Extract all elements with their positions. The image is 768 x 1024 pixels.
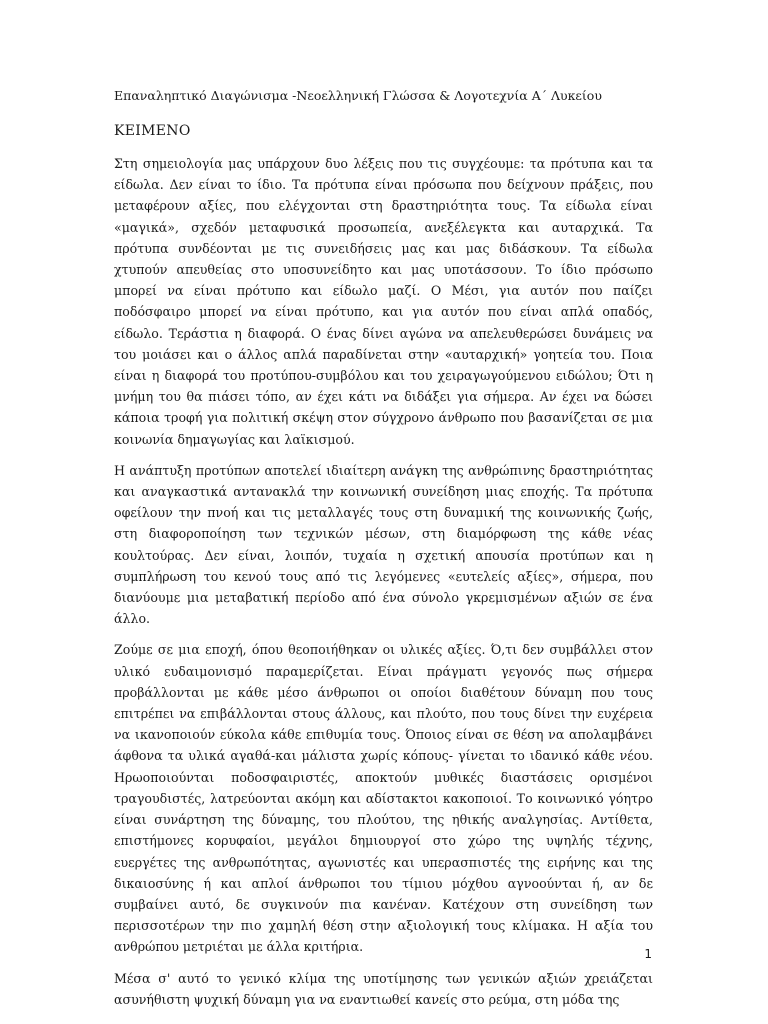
paragraph-3: Ζούμε σε μια εποχή, όπου θεοποιήθηκαν οι υλικές αξίες. Ό,τι δεν συμβάλλει στον υλικό ευδαιμονισμό παραμερίζεται. Είναι πράγματι γεγονός πως σήμερα προβάλλονται με κάθε μέσο άνθρωποι οι οποίοι διαθέτουν δύναμη που τους επιτρέπει να επιβάλλονται στους άλλους, και πλούτο, που τους δίνει την ευχέρεια να ικανοποιούν εύκολα κάθε επιθυμία τους. Όποιος είναι σε θέση να απολαμβάνει άφθονα τα υλικά αγαθά-και μάλιστα χωρίς κόπους- γίνεται το ιδανικό κάθε νέου. Ηρωοποιούνται ποδοσφαιριστές, αποκτούν μυθικές διαστάσεις ορισμένοι τραγουδιστές, λατρεύονται ακόμη και αδίστακτοι κακοποιοί. Το κοινωνικό γόητρο είναι συνάρτηση της δύναμης, του πλούτου, της ηθικής αναλγησίας. Αντίθετα, επιστήμονες κορυφαίοι, μεγάλοι δημιουργοί στο χώρο της υψηλής τέχνης, ευεργέτες της ανθρωπότητας, αγωνιστές και υπερασπιστές της ειρήνης και της δικαιοσύνης ή και απλοί άνθρωποι του τίμιου μόχθου αγνοούνται ή, αν δε συμβαίνει αυτό, δε συγκινούν πια κανέναν. Κατέχουν στη συνείδηση των περισσοτέρων την πιο χαμηλή θέση στην αξιολογική τους κλίμακα. Η αξία του ανθρώπου μετριέται με άλλα κριτήρια.: [114, 642, 653, 955]
paragraph-4: Μέσα σ' αυτό το γενικό κλίμα της υποτίμησης των γενικών αξιών χρειάζεται ασυνήθιστη ψυχική δύναμη για να εναντιωθεί κανείς στο ρεύμα, στη μόδα της: [114, 970, 653, 1007]
section-title: ΚΕΙΜΕΝΟ: [114, 123, 191, 139]
paragraph-1: Στη σημειολογία μας υπάρχουν δυο λέξεις που τις συγχέουμε: τα πρότυπα και τα είδωλα. Δεν είναι το ίδιο. Τα πρότυπα είναι πρόσωπα που δείχνουν πράξεις, που μεταφέρουν αξίες, που ελέγχονται στη δραστηριότητα τους. Τα είδωλα είναι «μαγικά», σχεδόν μεταφυσικά προσωπεία, ανεξέλεγκτα και αυταρχικά. Τα πρότυπα συνδέονται με τις συνειδήσεις μας και μας διδάσκουν. Τα είδωλα χτυπούν απευθείας στο υποσυνείδητο και μας υποτάσσουν. Το ίδιο πρόσωπο μπορεί να είναι πρότυπο και είδωλο μαζί. Ο Μέσι, για αυτόν που παίζει ποδόσφαιρο μπορεί να είναι πρότυπο, και για αυτόν που είναι απλά οπαδός, είδωλο. Τεράστια η διαφορά. Ο ένας δίνει αγώνα να απελευθερώσει δυνάμεις να του μοιάσει και ο άλλος απλά παραδίνεται στην «αυταρχική» γοητεία του. Ποια είναι η διαφορά του προτύπου-συμβόλου και του χειραγωγούμενου ειδώλου; Ότι η μνήμη του θα πιάσει τόπο, αν έχει κάτι να διδάξει για σήμερα. Αν έχει να δώσει κάποια τροφή για πολιτική σκέψη στον σύγχρονο άνθρωπο που βασανίζεται σε μια κοινωνία δημαγωγίας και λαϊκισμού.: [114, 156, 653, 447]
page-number: 1: [644, 947, 652, 961]
document-body: [114, 86, 653, 1010]
document-header: Επαναληπτικό Διαγώνισμα -Νεοελληνική Γλώσσα & Λογοτεχνία Α΄ Λυκείου: [114, 88, 602, 103]
paragraph-2: Η ανάπτυξη προτύπων αποτελεί ιδιαίτερη ανάγκη της ανθρώπινης δραστηριότητας και αναγκαστικά αντανακλά την κοινωνική συνείδηση μιας εποχής. Τα πρότυπα οφείλουν την πνοή και τις μεταλλαγές τους στη δυναμική της κοινωνικής ζωής, στη διαφοροποίηση των τεχνικών μέσων, στη διαμόρφωση της κάθε νέας κουλτούρας. Δεν είναι, λοιπόν, τυχαία η σχετική απουσία προτύπων και η συμπλήρωση του κενού τους από τις λεγόμενες «ευτελείς αξίες», σήμερα, που διανύουμε μια μεταβατική περίοδο από ένα σύνολο γκρεμισμένων αξιών σε ένα άλλο.: [114, 462, 653, 627]
